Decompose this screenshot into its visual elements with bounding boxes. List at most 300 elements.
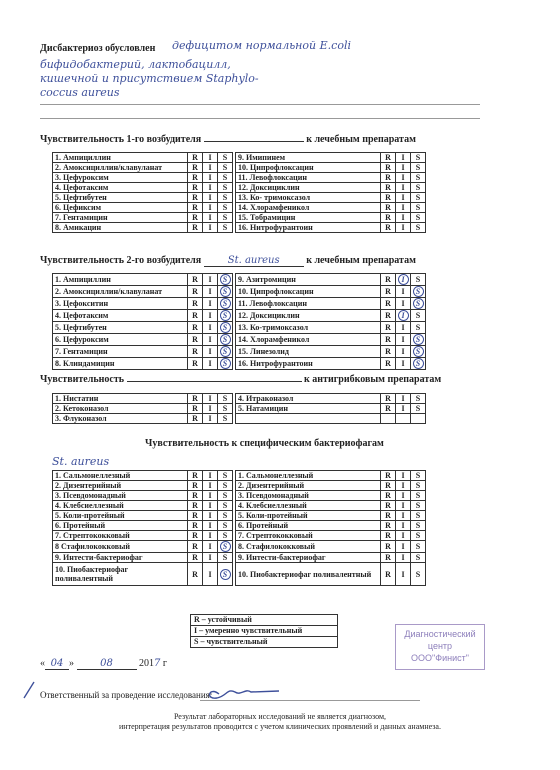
s-label: S [415, 531, 421, 540]
s2-l-s-cell [218, 298, 233, 310]
s1-r-r-cell [381, 223, 396, 233]
r-label: R [192, 569, 198, 579]
s3-left-name: 1. Нистатин [53, 394, 188, 404]
i-label: I [208, 542, 212, 551]
i-label: I [401, 335, 405, 344]
i-label: I [401, 531, 405, 540]
s2-r-s-cell [411, 322, 426, 334]
s2-l-r-cell [188, 286, 203, 298]
s3-left-name: 2. Кетоконазол [53, 404, 188, 414]
s2-l-r-cell [188, 322, 203, 334]
s-label: S [222, 394, 228, 403]
s-label: S [222, 173, 228, 182]
i-label: I [401, 299, 405, 308]
s1-l-r-cell [188, 213, 203, 223]
i-label: I [401, 542, 405, 551]
i-label: I [208, 213, 212, 222]
s1-right-name: 9. Имипинем [236, 153, 381, 163]
r-label: R [192, 521, 198, 530]
s-label: S [415, 275, 421, 284]
s-label: S [415, 223, 421, 232]
i-label: I [401, 491, 405, 500]
s2-r-i-cell [396, 346, 411, 358]
s4-r-i-cell [396, 471, 411, 481]
section3-table [52, 393, 426, 424]
s2-left-name: 8. Клиндамицин [53, 358, 188, 370]
s4-r-s-cell [411, 471, 426, 481]
r-label: R [192, 287, 198, 296]
s1-r-s-cell [411, 153, 426, 163]
s1-l-r-cell [188, 153, 203, 163]
s4-r-i-cell [396, 481, 411, 491]
i-label: I [208, 481, 212, 490]
s1-l-i-cell [203, 213, 218, 223]
table-row [53, 358, 426, 370]
r-label: R [385, 491, 391, 500]
report-date: « 04 » 08 2017 г [40, 658, 167, 669]
i-label: I [208, 173, 212, 182]
s4-left-name: 4. Клебсиеллезный [53, 501, 188, 511]
s1-l-r-cell [188, 163, 203, 173]
s-label: S [415, 163, 421, 172]
table-row [53, 521, 426, 531]
s1-r-s-cell [411, 223, 426, 233]
r-label: R [192, 501, 198, 510]
s1-l-r-cell [188, 173, 203, 183]
s1-r-r-cell [381, 213, 396, 223]
circled-s-mark: S [413, 346, 424, 357]
s4-r-s-cell [411, 491, 426, 501]
s1-l-i-cell [203, 193, 218, 203]
s1-left-name: 2. Амоксициллин/клавуланат [53, 163, 188, 173]
s2-l-r-cell [188, 358, 203, 370]
i-label: I [401, 569, 405, 579]
signature-image [205, 682, 285, 702]
s1-right-name: 10. Ципрофлоксацин [236, 163, 381, 173]
s4-l-s-cell [218, 471, 233, 481]
s3-l-i-cell [203, 394, 218, 404]
s2-l-r-cell [188, 334, 203, 346]
s3-r-i-cell [396, 414, 411, 424]
s1-r-s-cell [411, 213, 426, 223]
i-label: I [401, 347, 405, 356]
r-label: R [385, 471, 391, 480]
s-label: S [415, 323, 421, 332]
r-label: R [192, 223, 198, 232]
i-label: I [208, 163, 212, 172]
r-label: R [385, 299, 391, 308]
s2-r-r-cell [381, 310, 396, 322]
r-label: R [385, 335, 391, 344]
s4-l-r-cell [188, 501, 203, 511]
circled-s-mark: S [413, 358, 424, 369]
r-label: R [192, 359, 198, 368]
s-label: S [222, 193, 228, 202]
s2-r-s-cell [411, 358, 426, 370]
r-label: R [385, 347, 391, 356]
s4-l-r-cell [188, 553, 203, 563]
table-row [53, 501, 426, 511]
s2-l-r-cell [188, 346, 203, 358]
s1-right-name: 15. Тобрамицин [236, 213, 381, 223]
r-label: R [385, 183, 391, 192]
s2-right-name: 10. Ципрофлоксацин [236, 286, 381, 298]
s4-r-s-cell [411, 521, 426, 531]
s1-r-s-cell [411, 173, 426, 183]
r-label: R [192, 311, 198, 320]
legend-s: S – чувствительный [191, 637, 338, 648]
r-label: R [192, 347, 198, 356]
s2-r-i-cell [396, 358, 411, 370]
s4-r-i-cell [396, 501, 411, 511]
s-label: S [415, 542, 421, 551]
s3-l-s-cell [218, 404, 233, 414]
s4-l-i-cell [203, 501, 218, 511]
table-row [53, 471, 426, 481]
circled-s-mark: S [413, 298, 424, 309]
s3-r-s-cell [411, 404, 426, 414]
s2-left-name: 4. Цефотаксим [53, 310, 188, 322]
s4-left-name: 8 Стафилококковый [53, 541, 188, 553]
s-label: S [222, 501, 228, 510]
s-label: S [222, 153, 228, 162]
r-label: R [192, 511, 198, 520]
i-label: I [401, 521, 405, 530]
s2-r-r-cell [381, 334, 396, 346]
s4-r-s-cell [411, 531, 426, 541]
s4-left-name: 1. Сальмонеллезный [53, 471, 188, 481]
i-label: I [401, 511, 405, 520]
s3-l-r-cell [188, 414, 203, 424]
s-label: S [415, 394, 421, 403]
s1-r-r-cell [381, 193, 396, 203]
s3-r-i-cell [396, 404, 411, 414]
r-label: R [385, 193, 391, 202]
table-row [53, 298, 426, 310]
s2-left-name: 5. Цефтибутен [53, 322, 188, 334]
s1-r-i-cell [396, 153, 411, 163]
s4-l-i-cell [203, 471, 218, 481]
s-label: S [222, 183, 228, 192]
s4-l-i-cell [203, 491, 218, 501]
s-label: S [415, 553, 421, 562]
table-row [53, 404, 426, 414]
s4-r-i-cell [396, 541, 411, 553]
s1-l-r-cell [188, 203, 203, 213]
r-label: R [385, 501, 391, 510]
i-label: I [208, 404, 212, 413]
s3-r-r-cell [381, 414, 396, 424]
diagnosis-line-3: кишечной и присутствием Staphylo- [40, 72, 259, 85]
s4-right-name: 2. Дизентерийный [236, 481, 381, 491]
s4-r-i-cell [396, 553, 411, 563]
s4-l-i-cell [203, 511, 218, 521]
s1-r-r-cell [381, 173, 396, 183]
s-label: S [222, 404, 228, 413]
section4-title: Чувствительность к специфическим бактериофагам [145, 438, 384, 449]
s2-l-s-cell [218, 346, 233, 358]
s1-left-name: 3. Цефуроксим [53, 173, 188, 183]
s1-l-s-cell [218, 203, 233, 213]
s1-right-name: 13. Ко- тримоксазол [236, 193, 381, 203]
s2-l-r-cell [188, 274, 203, 286]
s1-r-r-cell [381, 183, 396, 193]
s2-l-s-cell [218, 322, 233, 334]
s1-r-s-cell [411, 193, 426, 203]
i-label: I [401, 481, 405, 490]
s4-r-r-cell [381, 563, 396, 586]
table-row [53, 163, 426, 173]
s4-r-s-cell [411, 553, 426, 563]
s4-r-s-cell [411, 501, 426, 511]
s2-r-r-cell [381, 346, 396, 358]
i-label: I [208, 203, 212, 212]
s2-r-i-cell [396, 286, 411, 298]
s1-l-i-cell [203, 223, 218, 233]
s3-l-i-cell [203, 414, 218, 424]
s1-l-i-cell [203, 153, 218, 163]
s4-l-r-cell [188, 541, 203, 553]
i-label: I [208, 153, 212, 162]
circled-s-mark: S [220, 310, 231, 321]
r-label: R [385, 481, 391, 490]
s4-r-i-cell [396, 563, 411, 586]
i-label: I [208, 347, 212, 356]
s1-l-i-cell [203, 173, 218, 183]
circled-s-mark: S [220, 358, 231, 369]
s2-right-name: 13. Ко-тримоксазол [236, 322, 381, 334]
s-label: S [222, 203, 228, 212]
s2-l-i-cell [203, 286, 218, 298]
s2-right-name: 15. Линезолид [236, 346, 381, 358]
circled-s-mark: S [220, 334, 231, 345]
table-row [53, 286, 426, 298]
table-row [53, 322, 426, 334]
s2-r-i-cell [396, 310, 411, 322]
i-label: I [208, 299, 212, 308]
r-label: R [385, 359, 391, 368]
s2-r-r-cell [381, 358, 396, 370]
r-label: R [192, 335, 198, 344]
diagnosis-line-2: бифидобактерий, лактобацилл, [40, 58, 231, 71]
s4-l-s-cell [218, 511, 233, 521]
s2-r-s-cell [411, 310, 426, 322]
s4-right-name: 9. Интести-бактериофаг [236, 553, 381, 563]
s4-l-s-cell [218, 481, 233, 491]
s2-right-name: 12. Доксициклин [236, 310, 381, 322]
s4-right-name: 4. Клебсиеллезный [236, 501, 381, 511]
r-label: R [385, 404, 391, 413]
s2-right-name: 14. Хлорамфеникол [236, 334, 381, 346]
s4-r-i-cell [396, 531, 411, 541]
responsible-label: Ответственный за проведение исследования: [40, 690, 213, 700]
s-label: S [415, 203, 421, 212]
s4-l-r-cell [188, 531, 203, 541]
r-label: R [385, 213, 391, 222]
i-label: I [401, 404, 405, 413]
r-label: R [385, 521, 391, 530]
section4-handwritten: St. aureus [52, 455, 110, 468]
i-label: I [208, 275, 212, 284]
s3-l-r-cell [188, 394, 203, 404]
s1-r-s-cell [411, 203, 426, 213]
i-label: I [208, 311, 212, 320]
s3-l-r-cell [188, 404, 203, 414]
s3-r-s-cell [411, 394, 426, 404]
footer-line-1: Результат лабораторных исследований не является диагнозом, [173, 712, 387, 721]
s-label: S [415, 511, 421, 520]
s1-left-name: 7. Гентамицин [53, 213, 188, 223]
s1-l-i-cell [203, 203, 218, 213]
circled-s-mark: S [220, 322, 231, 333]
s-label: S [222, 213, 228, 222]
s4-left-name: 2. Дизентерийный [53, 481, 188, 491]
s2-l-s-cell [218, 334, 233, 346]
s4-right-name: 3. Псевдомонадный [236, 491, 381, 501]
s1-left-name: 6. Цефиксим [53, 203, 188, 213]
r-label: R [385, 223, 391, 232]
s-label: S [415, 569, 421, 579]
r-label: R [385, 287, 391, 296]
s4-left-name: 10. Пиобактериофаг поливалентный [53, 563, 188, 586]
section1-table [52, 152, 426, 233]
s4-left-name: 5. Коли-протейный [53, 511, 188, 521]
s4-r-r-cell [381, 553, 396, 563]
s4-l-i-cell [203, 563, 218, 586]
i-label: I [208, 501, 212, 510]
diagnosis-line-4: coccus aureus [40, 86, 120, 99]
s1-r-r-cell [381, 163, 396, 173]
circled-s-mark: S [220, 298, 231, 309]
s4-r-r-cell [381, 531, 396, 541]
s2-left-name: 2. Амоксициллин/клавуланат [53, 286, 188, 298]
r-label: R [192, 153, 198, 162]
i-label: I [401, 173, 405, 182]
s4-l-r-cell [188, 491, 203, 501]
s4-r-s-cell [411, 511, 426, 521]
circled-s-mark: S [413, 334, 424, 345]
table-row [53, 346, 426, 358]
s2-r-s-cell [411, 346, 426, 358]
s2-l-i-cell [203, 274, 218, 286]
r-label: R [385, 553, 391, 562]
s2-left-name: 3. Цефокситин [53, 298, 188, 310]
s4-r-r-cell [381, 491, 396, 501]
s4-l-s-cell [218, 553, 233, 563]
circled-i-mark: I [398, 274, 409, 285]
s4-l-s-cell [218, 521, 233, 531]
s1-r-r-cell [381, 203, 396, 213]
i-label: I [208, 511, 212, 520]
table-row [53, 153, 426, 163]
s2-r-s-cell [411, 286, 426, 298]
s2-r-i-cell [396, 334, 411, 346]
r-label: R [385, 531, 391, 540]
r-label: R [385, 275, 391, 284]
s3-l-s-cell [218, 394, 233, 404]
s4-r-i-cell [396, 511, 411, 521]
r-label: R [385, 153, 391, 162]
i-label: I [401, 163, 405, 172]
r-label: R [192, 471, 198, 480]
s2-left-name: 7. Гентамицин [53, 346, 188, 358]
s1-r-i-cell [396, 193, 411, 203]
r-label: R [192, 173, 198, 182]
s2-l-i-cell [203, 310, 218, 322]
table-row [53, 173, 426, 183]
r-label: R [385, 203, 391, 212]
s3-r-s-cell [411, 414, 426, 424]
s1-r-s-cell [411, 183, 426, 193]
s3-r-i-cell [396, 394, 411, 404]
s1-r-i-cell [396, 173, 411, 183]
s4-r-r-cell [381, 521, 396, 531]
s1-r-i-cell [396, 203, 411, 213]
s4-l-i-cell [203, 553, 218, 563]
blank-line [40, 104, 480, 105]
s4-l-r-cell [188, 481, 203, 491]
i-label: I [208, 569, 212, 579]
s2-r-r-cell [381, 274, 396, 286]
s4-right-name: 5. Коли-протейный [236, 511, 381, 521]
i-label: I [401, 553, 405, 562]
r-label: R [192, 203, 198, 212]
i-label: I [401, 183, 405, 192]
s2-l-i-cell [203, 358, 218, 370]
s1-r-i-cell [396, 223, 411, 233]
s-label: S [415, 153, 421, 162]
s-label: S [222, 521, 228, 530]
s-label: S [222, 223, 228, 232]
r-label: R [385, 173, 391, 182]
i-label: I [208, 193, 212, 202]
s-label: S [415, 213, 421, 222]
s1-l-r-cell [188, 183, 203, 193]
i-label: I [208, 359, 212, 368]
s-label: S [415, 311, 421, 320]
s1-right-name: 12. Доксициклин [236, 183, 381, 193]
r-label: R [192, 183, 198, 192]
s-label: S [415, 481, 421, 490]
s2-r-s-cell [411, 274, 426, 286]
legend-table [190, 614, 338, 648]
s4-r-r-cell [381, 501, 396, 511]
s-label: S [222, 511, 228, 520]
i-label: I [208, 287, 212, 296]
r-label: R [385, 542, 391, 551]
s2-r-r-cell [381, 322, 396, 334]
table-row [53, 193, 426, 203]
r-label: R [192, 323, 198, 332]
s2-l-s-cell [218, 358, 233, 370]
s4-right-name: 1. Сальмонеллезный [236, 471, 381, 481]
s1-left-name: 4. Цефотаксим [53, 183, 188, 193]
r-label: R [192, 531, 198, 540]
table-row [53, 203, 426, 213]
r-label: R [385, 569, 391, 579]
s4-l-i-cell [203, 521, 218, 531]
table-row [53, 414, 426, 424]
s2-r-i-cell [396, 274, 411, 286]
table-row [53, 491, 426, 501]
s-label: S [415, 521, 421, 530]
i-label: I [208, 223, 212, 232]
s1-l-s-cell [218, 153, 233, 163]
s-label: S [222, 414, 228, 423]
s4-r-i-cell [396, 491, 411, 501]
table-row [53, 511, 426, 521]
section1-title: Чувствительность 1-го возбудителя к лечебным препаратам [40, 134, 416, 145]
